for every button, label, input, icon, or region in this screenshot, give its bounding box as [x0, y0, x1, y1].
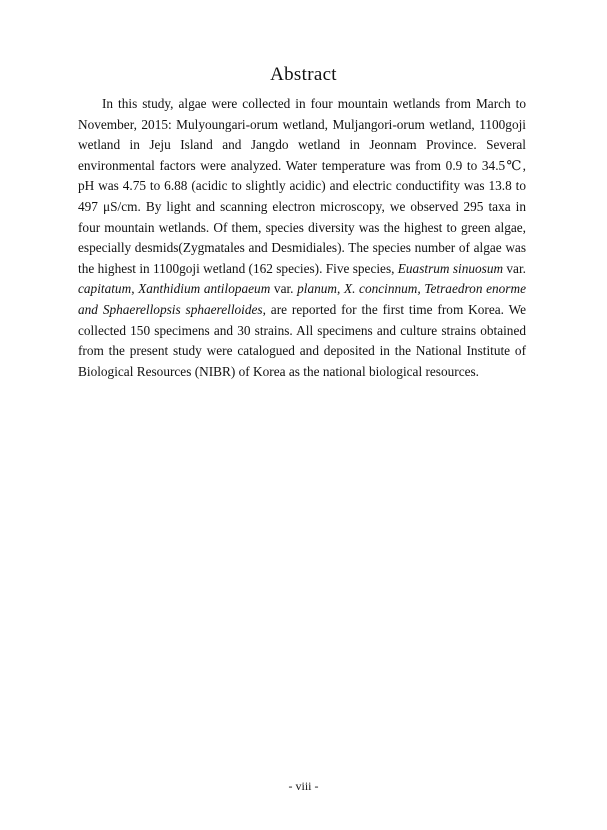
variety-name: planum	[297, 281, 338, 297]
paragraph-text: , are reported for the first time from Korea. We collected 150 specimens and 30 strains. All specimens and culture strains obtained from the present study were catalogued and deposited in the National Institute of Biological Resources (NIBR) of Korea as the national biological resources.	[78, 301, 527, 379]
abstract-title: Abstract	[270, 64, 337, 85]
abstract-paragraph	[78, 94, 526, 382]
paragraph-text: ,	[131, 281, 139, 297]
paragraph-text: var.	[503, 260, 526, 276]
species-name: X. concinnum, Tetraedron enorme and Sphaerellopsis sphaerelloides	[78, 281, 526, 317]
paragraph-text: In this study, algae were collected in four mountain wetlands from March to November, 2015: Mulyoungari-orum wetland, Muljangori-orum wetland, 1100goji wetland in Jeju Island and Jangdo wetland in Jeonnam Province. Several environmental factors were analyzed. Water temperature was from 0.9 to 34.5℃, pH was 4.75 to 6.88 (acidic to slightly acidic) and electric conductifity was 13.8 to 497 μS/cm. By light and scanning electron microscopy, we observed 295 taxa in four mountain wetlands. Of them, species diversity was the highest to green algae, especially desmids(Zygmatales and Desmidiales). The species number of algae was the highest in 1100goji wetland (162 species). Five species,	[78, 96, 526, 276]
variety-name: capitatum	[78, 281, 132, 297]
species-name: Xanthidium antilopaeum	[138, 281, 271, 297]
paragraph-text: ,	[337, 281, 344, 297]
species-name: Euastrum sinuosum	[397, 260, 504, 276]
page-number: - viii -	[288, 779, 319, 793]
paragraph-text: var.	[270, 281, 298, 297]
